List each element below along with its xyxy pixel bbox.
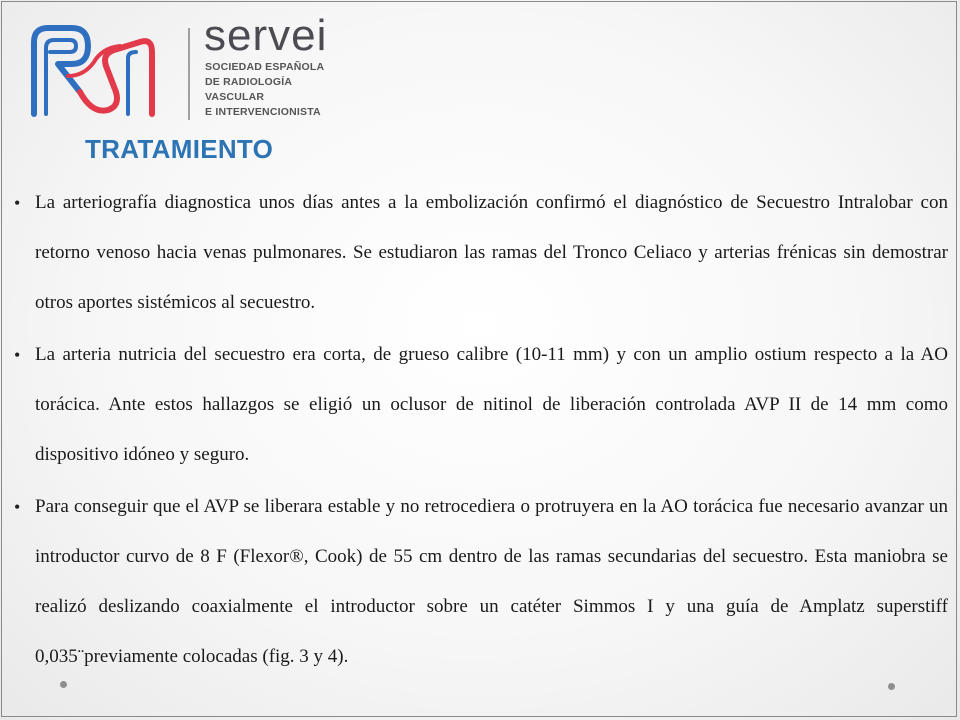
slide-title: TRATAMIENTO: [85, 134, 274, 164]
bullet-item: [14, 330, 948, 480]
bullet-text: Para conseguir que el AVP se liberara estable y no retrocediera o protruyera en la AO torácica fue necesario avanzar un introductor curvo de 8 F (Flexor®, Cook) de 55 cm dentro de las ramas secundarias del secuestro. Esta maniobra se realizó deslizando coaxialmente el introductor sobre un catéter Simmos I y una guía de Amplatz superstiff 0,035¨previamente colocadas (fig. 3 y 4).: [35, 496, 948, 667]
bullet-text: La arteria nutricia del secuestro era corta, de grueso calibre (10-11 mm) y con un amplio ostium respecto a la AO torácica. Ante estos hallazgos se eligió un oclusor de nitinol de liberación controlada AVP II de 14 mm como dispositivo idóneo y seguro.: [35, 344, 948, 465]
bullet-item: [14, 482, 948, 682]
logo-name: servei: [204, 11, 328, 60]
rsi-monogram-logo-icon: [28, 22, 158, 122]
logo-subtitle-line: E INTERVENCIONISTA: [205, 106, 321, 118]
bullet-icon: •: [14, 345, 21, 365]
decorative-dot-icon: [60, 681, 67, 688]
bullet-icon: •: [14, 193, 21, 213]
bullet-list: [14, 178, 948, 684]
servei-logo: [28, 11, 328, 123]
bullet-text: La arteriografía diagnostica unos días antes a la embolización confirmó el diagnóstico de Secuestro Intralobar con retorno venoso hacia venas pulmonares. Se estudiaron las ramas del Tronco Celiaco y arterias frénicas sin demostrar otros aportes sistémicos al secuestro.: [35, 192, 948, 313]
decorative-dot-icon: [888, 683, 895, 690]
logo-subtitle-line: DE RADIOLOGÍA: [205, 76, 293, 88]
logo-subtitle-line: VASCULAR: [205, 91, 265, 103]
logo-divider: [188, 28, 190, 120]
logo-subtitle: [205, 60, 324, 120]
bullet-item: [14, 178, 948, 328]
logo-subtitle-line: SOCIEDAD ESPAÑOLA: [205, 61, 325, 73]
bullet-icon: •: [14, 497, 21, 517]
